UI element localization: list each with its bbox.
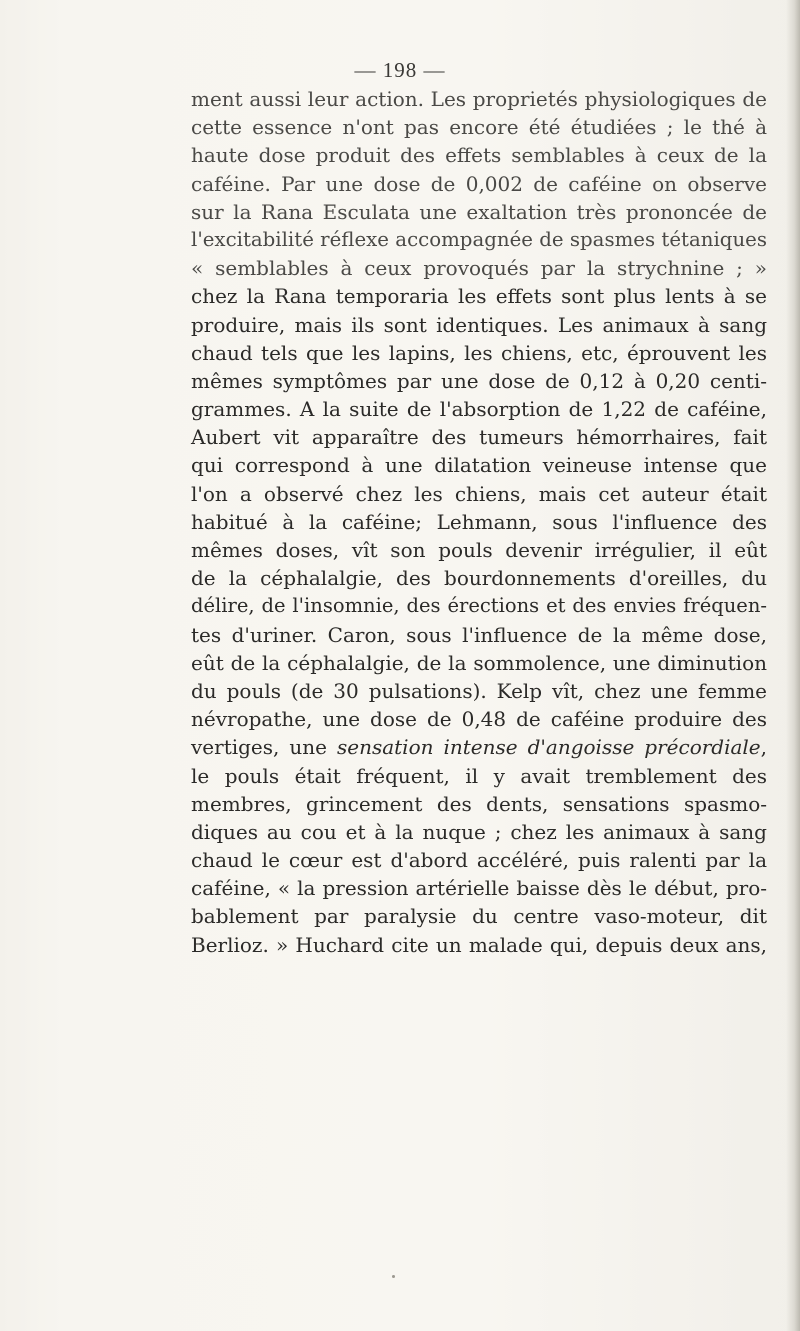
line-text-after: , — [760, 735, 768, 760]
text-line: diques au cou et à la nuque ; chez les animaux à sang — [191, 819, 767, 844]
text-line: mêmes symptômes par une dose de 0,12 à 0,20 centi- — [191, 368, 767, 393]
text-line: sur la Rana Esculata une exaltation très prononcée de — [191, 199, 767, 224]
text-line: ment aussi leur action. Les proprietés physiologiques de — [191, 87, 767, 111]
text-line-with-emphasis — [191, 733, 767, 761]
text-line: « semblables à ceux provoqués par la strychnine ; » — [191, 256, 767, 281]
text-line: de la céphalalgie, des bourdonnements d'oreilles, du — [191, 566, 767, 591]
page-number: — 198 — — [354, 58, 446, 82]
text-line: bablement par paralysie du centre vaso-moteur, dit — [191, 904, 767, 929]
text-line: eût de la céphalalgie, de la sommolence, une diminution — [191, 650, 767, 675]
text-line: caféine, « la pression artérielle baisse dès le début, pro- — [191, 876, 767, 901]
paper-speck — [392, 1275, 395, 1278]
text-line: qui correspond à une dilatation veineuse intense que — [191, 453, 767, 478]
text-line: chaud tels que les lapins, les chiens, etc, éprouvent les — [191, 340, 767, 365]
body-paragraph — [191, 85, 767, 959]
text-line: délire, de l'insomnie, des érections et des envies fréquen- — [191, 594, 767, 618]
text-line: l'on a observé chez les chiens, mais cet auteur était — [191, 481, 767, 506]
text-line: l'excitabilité réflexe accompagnée de spasmes tétaniques — [191, 227, 767, 251]
text-line: névropathe, une dose de 0,48 de caféine produire des — [191, 707, 767, 732]
text-line: mêmes doses, vît son pouls devenir irrégulier, il eût — [191, 538, 767, 562]
text-line: du pouls (de 30 pulsations). Kelp vît, chez une femme — [191, 678, 767, 703]
page-edge-shadow — [786, 0, 800, 1331]
text-line: Berlioz. » Huchard cite un malade qui, depuis deux ans, — [191, 932, 767, 957]
text-line: caféine. Par une dose de 0,002 de caféine on observe — [191, 171, 767, 196]
text-line: grammes. A la suite de l'absorption de 1,22 de caféine, — [191, 397, 767, 422]
text-line: cette essence n'ont pas encore été étudiées ; le thé à — [191, 115, 767, 140]
text-line: Aubert vit apparaître des tumeurs hémorrhaires, fait — [191, 425, 767, 450]
italic-phrase: sensation intense d'angoisse précordiale — [336, 735, 761, 760]
text-line: tes d'uriner. Caron, sous l'influence de la même dose, — [191, 622, 767, 647]
text-line: haute dose produit des effets semblables à ceux de la — [191, 143, 767, 168]
text-line: le pouls était fréquent, il y avait tremblement des — [191, 763, 767, 788]
text-line: habitué à la caféine; Lehmann, sous l'influence des — [191, 509, 767, 534]
text-line: chez la Rana temporaria les effets sont plus lents à se — [191, 284, 767, 309]
text-line: membres, grincement des dents, sensations spasmo- — [191, 791, 767, 816]
text-line: chaud le cœur est d'abord accéléré, puis ralenti par la — [191, 848, 767, 873]
line-text-before: vertiges, une — [191, 735, 337, 760]
text-line: produire, mais ils sont identiques. Les animaux à sang — [191, 312, 767, 337]
